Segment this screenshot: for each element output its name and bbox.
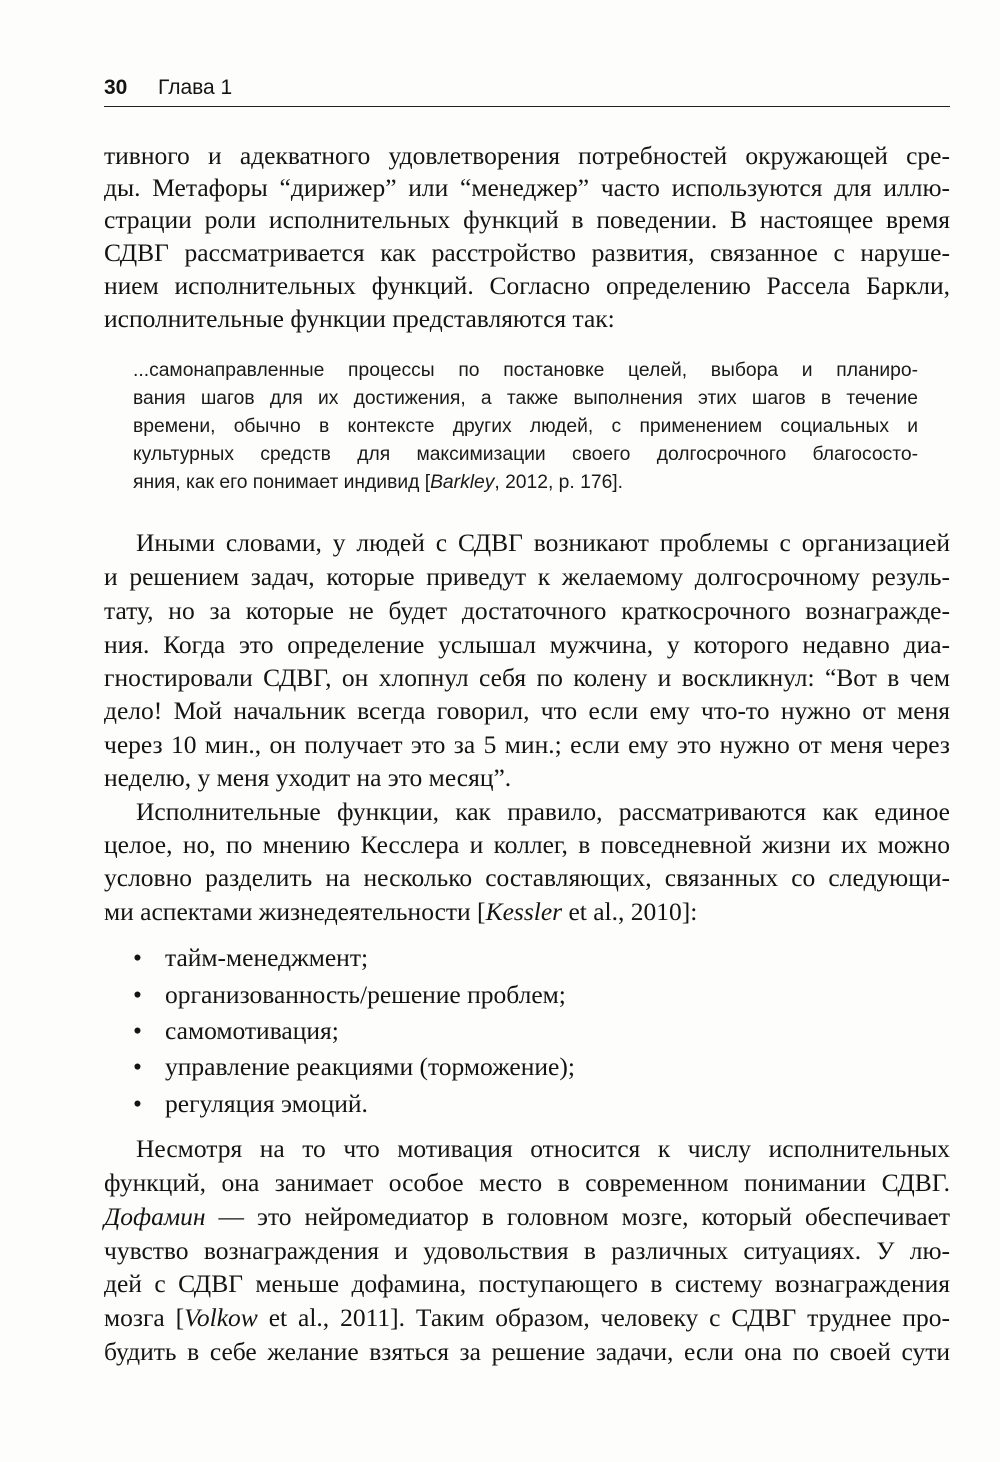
text-line: чувство вознаграждения и удовольствия в различных ситуациях. У лю- bbox=[104, 1236, 950, 1265]
text-line: дело! Мой начальник всегда говорил, что если ему что-то нужно от меня bbox=[104, 696, 950, 725]
quote-line bbox=[133, 469, 918, 496]
bullet-icon: • bbox=[133, 1052, 142, 1081]
text-line: неделю, у меня уходит на это месяц”. bbox=[104, 763, 512, 792]
citation-author: Kessler bbox=[485, 897, 563, 926]
text-segment: ми аспектами жизнедеятельности [ bbox=[104, 897, 486, 926]
text-line: через 10 мин., он получает это за 5 мин.; если ему это нужно от меня через bbox=[104, 730, 950, 759]
quote-line: ...самонаправленные процессы по постановке целей, выбора и планиро- bbox=[133, 360, 918, 381]
text-line bbox=[104, 1302, 950, 1334]
text-segment: — это нейромедиатор в головном мозге, который обеспечивает bbox=[205, 1202, 950, 1231]
list-item bbox=[133, 1051, 575, 1083]
text-segment: et al., 2010]: bbox=[562, 897, 698, 926]
text-line: функций, она занимает особое место в современном понимании СДВГ. bbox=[104, 1168, 950, 1197]
text-line: тату, но за которые не будет достаточного краткосрочного вознагражде- bbox=[104, 596, 950, 625]
text-line: нием исполнительных функций. Согласно определению Рассела Баркли, bbox=[104, 271, 950, 300]
list-item-text: управление реакциями (торможение); bbox=[165, 1052, 575, 1081]
bullet-icon: • bbox=[133, 943, 142, 972]
text-line: страции роли исполнительных функций в поведении. В настоящее время bbox=[104, 205, 950, 234]
citation-author: Barkley bbox=[430, 472, 495, 493]
text-line: условно разделить на несколько составляющих, связанных со следующи- bbox=[104, 863, 950, 892]
quote-line: вания шагов для их достижения, а также выполнения этих шагов в течение bbox=[133, 388, 918, 409]
text-line: СДВГ рассматривается как расстройство развития, связанное с наруше- bbox=[104, 238, 950, 267]
text-line: и решением задач, которые приведут к желаемому долгосрочному резуль- bbox=[104, 562, 950, 591]
text-line: ния. Когда это определение услышал мужчина, у которого недавно диа- bbox=[104, 630, 950, 659]
list-item-text: самомотивация; bbox=[165, 1016, 339, 1045]
quote-text: яния, как его понимает индивид [ bbox=[133, 472, 431, 493]
list-item bbox=[133, 1088, 368, 1120]
text-line: дей с СДВГ меньше дофамина, поступающего в систему вознаграждения bbox=[104, 1269, 950, 1298]
list-item bbox=[133, 942, 368, 974]
text-line bbox=[104, 896, 950, 928]
citation-author: Volkow bbox=[184, 1303, 258, 1332]
text-line: Несмотря на то что мотивация относится к числу исполнительных bbox=[136, 1134, 950, 1163]
text-line: гностировали СДВГ, он хлопнул себя по колену и воскликнул: “Вот в чем bbox=[104, 663, 950, 692]
list-item bbox=[133, 1015, 339, 1047]
text-line: Иными словами, у людей с СДВГ возникают проблемы с организацией bbox=[136, 528, 950, 557]
bullet-icon: • bbox=[133, 1089, 142, 1118]
text-line: ды. Метафоры “дирижер” или “менеджер” часто используются для иллю- bbox=[104, 173, 950, 202]
text-segment: et al., 2011]. Таким образом, человеку с СДВГ труднее про- bbox=[257, 1303, 950, 1332]
term-italic: Дофамин bbox=[104, 1202, 206, 1231]
text-line: исполнительные функции представляются так: bbox=[104, 304, 615, 333]
quote-line: культурных средств для максимизации своего долгосрочного благососто- bbox=[133, 444, 918, 465]
text-line: целое, но, по мнению Кесслера и коллег, в повседневной жизни их можно bbox=[104, 830, 950, 859]
list-item-text: тайм-менеджмент; bbox=[165, 943, 369, 972]
quote-text: , 2012, p. 176]. bbox=[494, 472, 624, 493]
text-segment: мозга [ bbox=[104, 1303, 185, 1332]
list-item-text: регуляция эмоций. bbox=[165, 1089, 368, 1118]
text-line: Исполнительные функции, как правило, рассматриваются как единое bbox=[136, 797, 950, 826]
text-line: будить в себе желание взяться за решение задачи, если она по своей сути bbox=[104, 1337, 950, 1366]
running-header bbox=[104, 76, 950, 107]
bullet-icon: • bbox=[133, 980, 142, 1009]
page-number: 30 bbox=[104, 76, 128, 99]
bullet-icon: • bbox=[133, 1016, 142, 1045]
text-line bbox=[104, 1201, 950, 1233]
quote-line: времени, обычно в контексте других людей, с применением социальных и bbox=[133, 416, 918, 437]
list-item-text: организованность/решение проблем; bbox=[165, 980, 566, 1009]
chapter-title: Глава 1 bbox=[158, 76, 233, 99]
text-line: тивного и адекватного удовлетворения потребностей окружающей сре- bbox=[104, 141, 950, 170]
list-item bbox=[133, 979, 566, 1011]
